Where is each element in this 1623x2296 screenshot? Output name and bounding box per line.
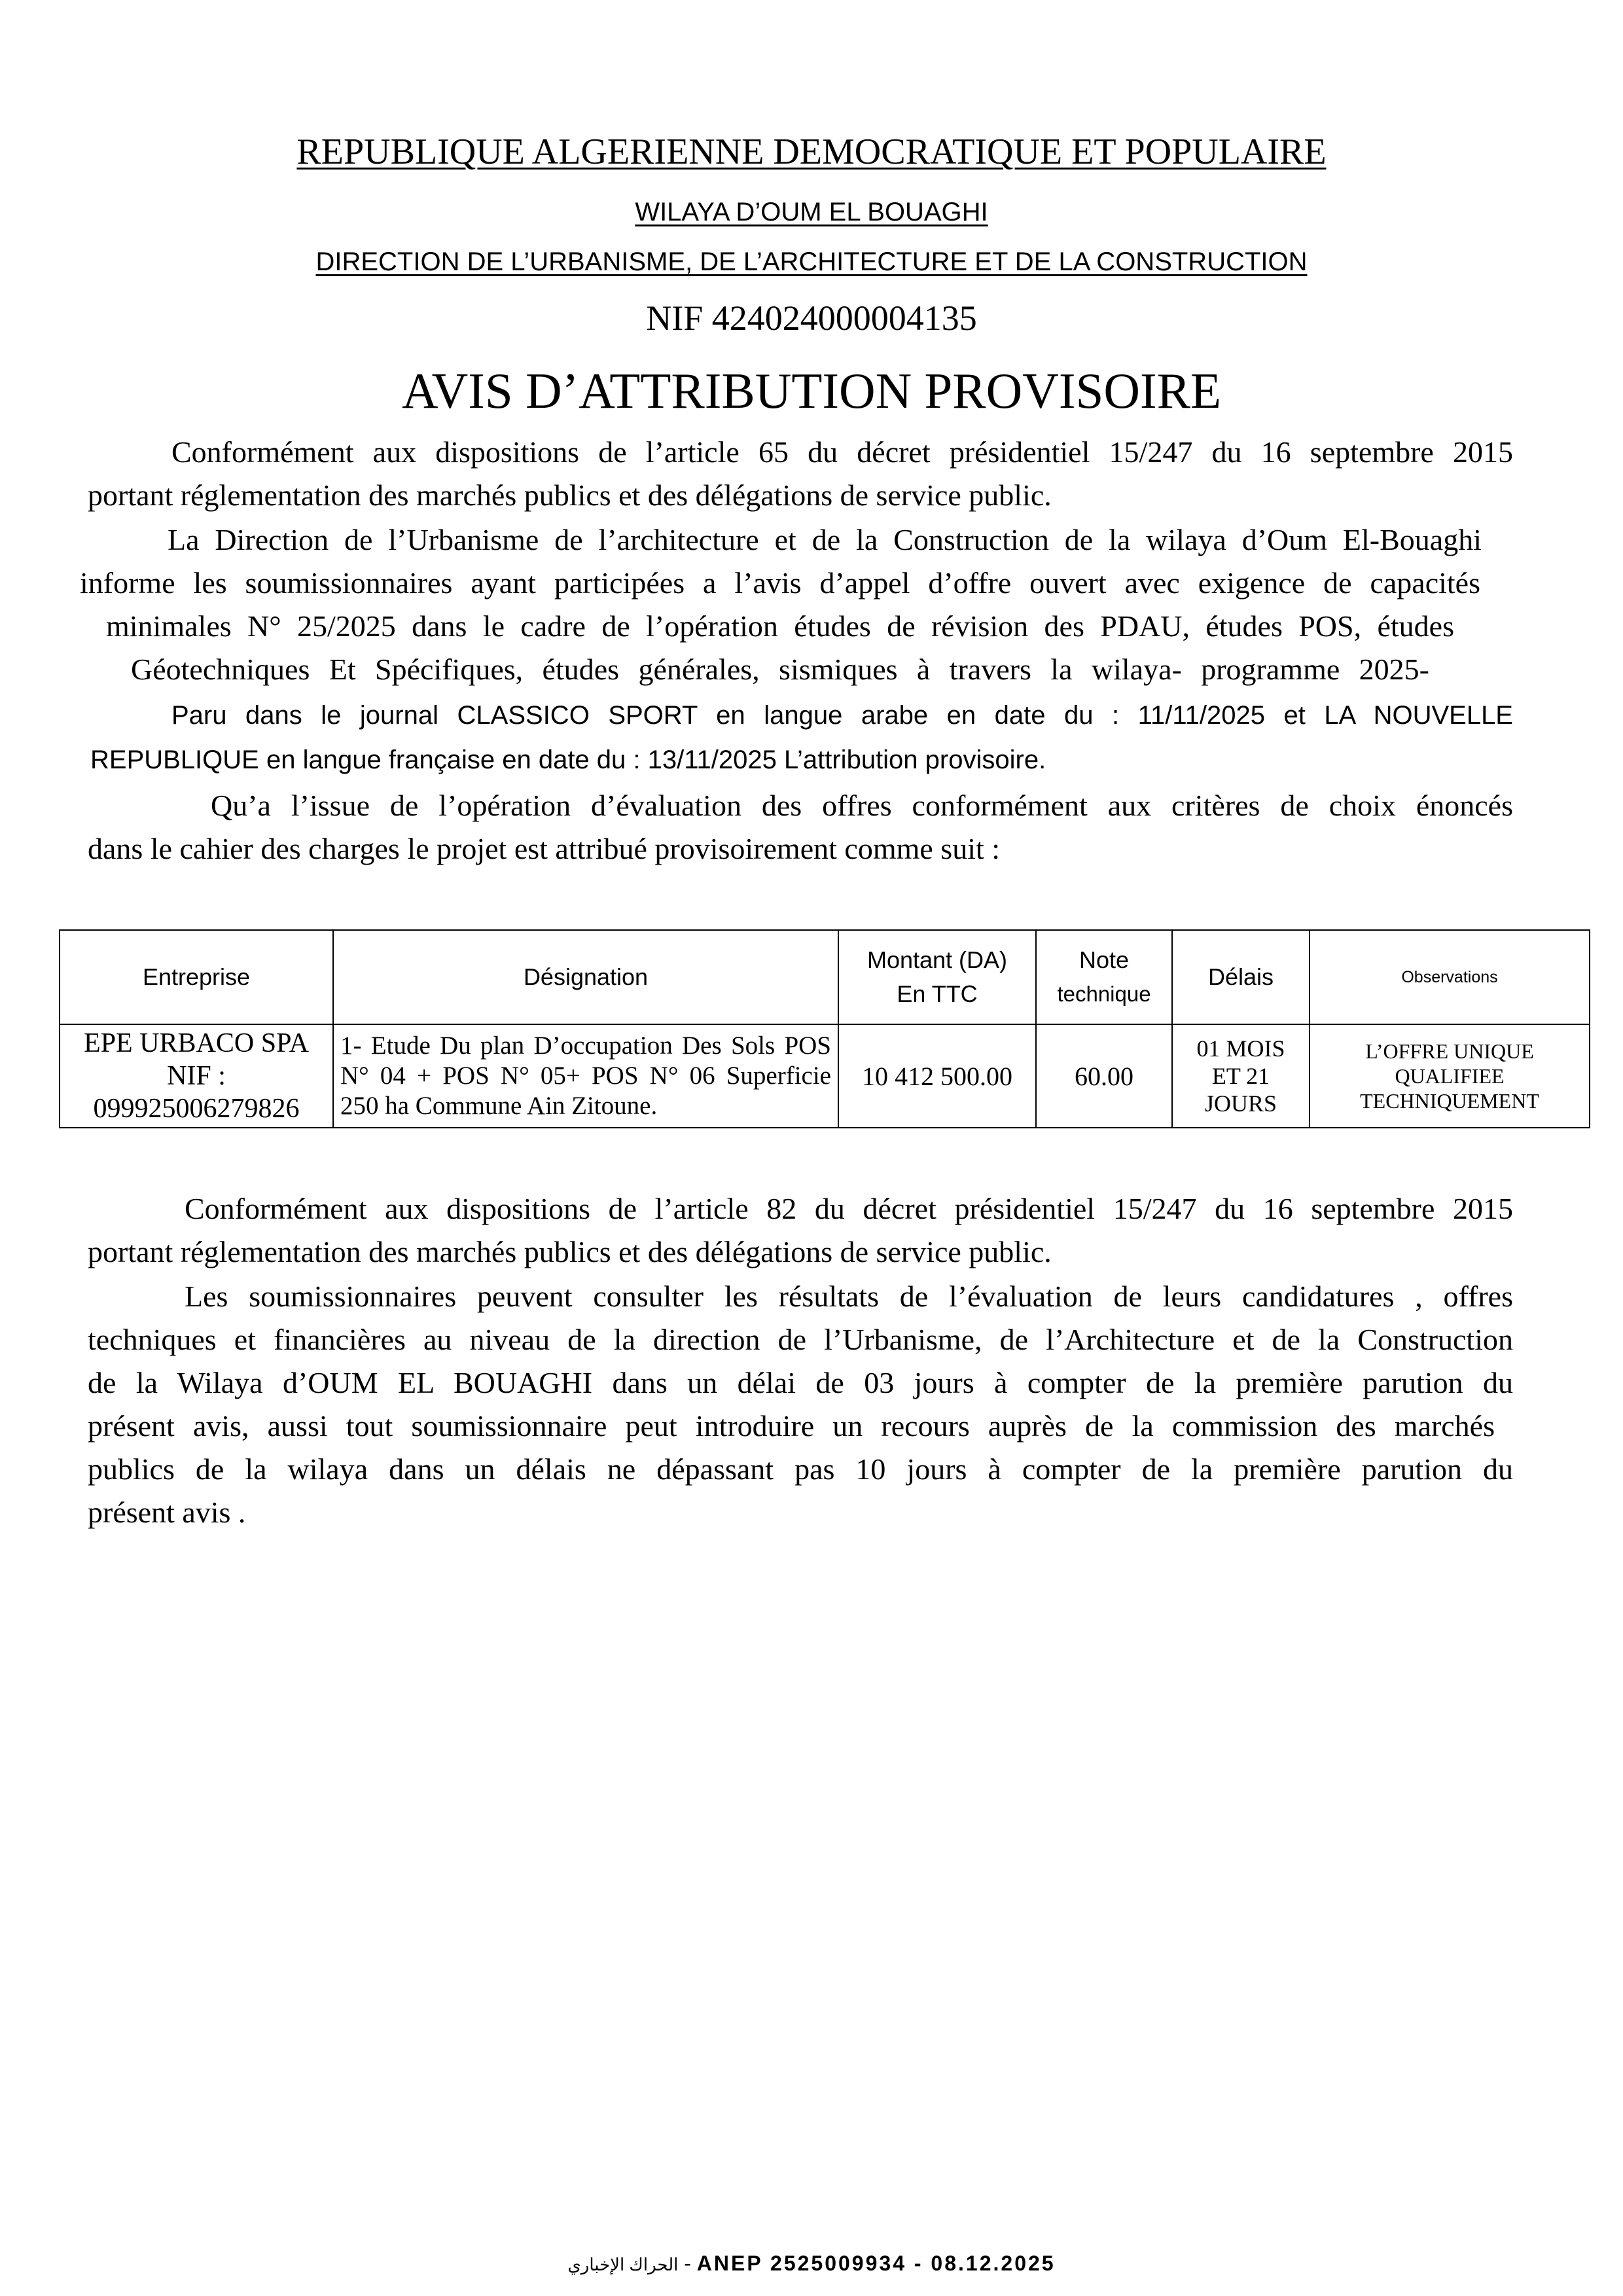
- cell-entreprise: [60, 1024, 333, 1128]
- column-header-note-line-2: technique: [1057, 982, 1151, 1006]
- column-header-montant: [838, 930, 1036, 1024]
- paragraph-article-82-line-2: portant réglementation des marchés publics et des délégations de service public.: [88, 1235, 1052, 1268]
- delais-line-1: 01 MOIS: [1196, 1035, 1285, 1062]
- column-header-designation: Désignation: [333, 930, 838, 1024]
- observation-line-1: L’OFFRE UNIQUE: [1365, 1039, 1534, 1063]
- paragraph-consultation-line-1: Les soumissionnaires peuvent consulter les résultats de l’évaluation de leurs candidatures , offres: [185, 1280, 1513, 1313]
- delais-line-3: JOURS: [1204, 1090, 1277, 1117]
- paragraph-publication-line-2: REPUBLIQUE en langue française en date du : 13/11/2025 L’attribution provisoire.: [90, 745, 1046, 774]
- cell-designation: 1- Etude Du plan D’occupation Des Sols POS N° 04 + POS N° 05+ POS N° 06 Superficie 250 ha Commune Ain Zitoune.: [333, 1024, 838, 1128]
- column-header-observations: Observations: [1310, 930, 1590, 1024]
- observation-line-3: TECHNIQUEMENT: [1360, 1089, 1539, 1113]
- footer-newspaper: الحراك الإخباري: [567, 2255, 679, 2274]
- paragraph-publication-line-1: Paru dans le journal CLASSICO SPORT en langue arabe en date du : 11/11/2025 et LA NOUVELLE: [171, 701, 1513, 730]
- column-header-note: [1036, 930, 1172, 1024]
- table-row: [60, 1024, 1590, 1128]
- paragraph-article-65-line-1: Conformément aux dispositions de l’article 65 du décret présidentiel 15/247 du 16 septembre 2015: [171, 435, 1513, 469]
- header-wilaya: WILAYA D’OUM EL BOUAGHI: [635, 198, 988, 226]
- paragraph-consultation-line-6: présent avis .: [88, 1496, 246, 1529]
- column-header-montant-line-2: En TTC: [897, 980, 978, 1007]
- page-title: AVIS D’ATTRIBUTION PROVISOIRE: [401, 363, 1221, 419]
- paragraph-direction-line-2: informe les soumissionnaires ayant participées a l’avis d’appel d’offre ouvert avec exigence de capacités: [80, 566, 1480, 600]
- paragraph-direction-line-1: La Direction de l’Urbanisme de l’architecture et de la Construction de la wilaya d’Oum El-Bouaghi: [168, 523, 1482, 556]
- paragraph-direction-line-4: Géotechniques Et Spécifiques, études générales, sismiques à travers la wilaya- programme 2025-: [131, 653, 1429, 686]
- table-header-row: [60, 930, 1590, 1024]
- entreprise-nif-value: 099925006279826: [93, 1094, 300, 1124]
- footer-reference: [0, 2251, 1623, 2276]
- entreprise-nif-label: NIF :: [167, 1061, 226, 1091]
- column-header-delais: Délais: [1172, 930, 1310, 1024]
- header-direction: DIRECTION DE L’URBANISME, DE L’ARCHITECTURE ET DE LA CONSTRUCTION: [315, 247, 1308, 276]
- attribution-table: [59, 929, 1590, 1128]
- footer-separator: -: [678, 2251, 697, 2275]
- footer-anep-reference: ANEP 2525009934 - 08.12.2025: [696, 2251, 1056, 2275]
- cell-montant: 10 412 500.00: [838, 1024, 1036, 1128]
- delais-line-2: ET 21: [1211, 1063, 1270, 1089]
- paragraph-consultation-line-4: présent avis, aussi tout soumissionnaire peut introduire un recours auprès de la commission des marchés: [88, 1409, 1495, 1443]
- paragraph-consultation-line-3: de la Wilaya d’OUM EL BOUAGHI dans un délai de 03 jours à compter de la première parution du: [88, 1366, 1513, 1399]
- header-nif: NIF 424024000004135: [646, 298, 977, 338]
- paragraph-consultation-line-5: publics de la wilaya dans un délais ne dépassant pas 10 jours à compter de la première parution du: [88, 1452, 1513, 1486]
- cell-note: 60.00: [1036, 1024, 1172, 1128]
- entreprise-name: EPE URBACO SPA: [84, 1028, 309, 1058]
- paragraph-direction-line-3: minimales N° 25/2025 dans le cadre de l’opération études de révision des PDAU, études POS, études: [106, 609, 1454, 643]
- cell-observations: [1310, 1024, 1590, 1128]
- cell-delais: [1172, 1024, 1310, 1128]
- paragraph-evaluation-line-2: dans le cahier des charges le projet est attribué provisoirement comme suit :: [88, 832, 1001, 865]
- paragraph-article-82-line-1: Conformément aux dispositions de l’article 82 du décret présidentiel 15/247 du 16 septembre 2015: [185, 1192, 1513, 1225]
- column-header-note-line-1: Note: [1079, 946, 1130, 973]
- paragraph-evaluation-line-1: Qu’a l’issue de l’opération d’évaluation des offres conformément aux critères de choix énoncés: [211, 789, 1513, 822]
- paragraph-article-65-line-2: portant réglementation des marchés publics et des délégations de service public.: [88, 478, 1052, 512]
- paragraph-consultation-line-2: techniques et financières au niveau de la direction de l’Urbanisme, de l’Architecture et de la Construction: [88, 1323, 1513, 1356]
- observation-line-2: QUALIFIEE: [1395, 1064, 1505, 1088]
- header-republic: REPUBLIQUE ALGERIENNE DEMOCRATIQUE ET POPULAIRE: [296, 132, 1327, 172]
- column-header-montant-line-1: Montant (DA): [866, 946, 1008, 973]
- column-header-entreprise: Entreprise: [60, 930, 333, 1024]
